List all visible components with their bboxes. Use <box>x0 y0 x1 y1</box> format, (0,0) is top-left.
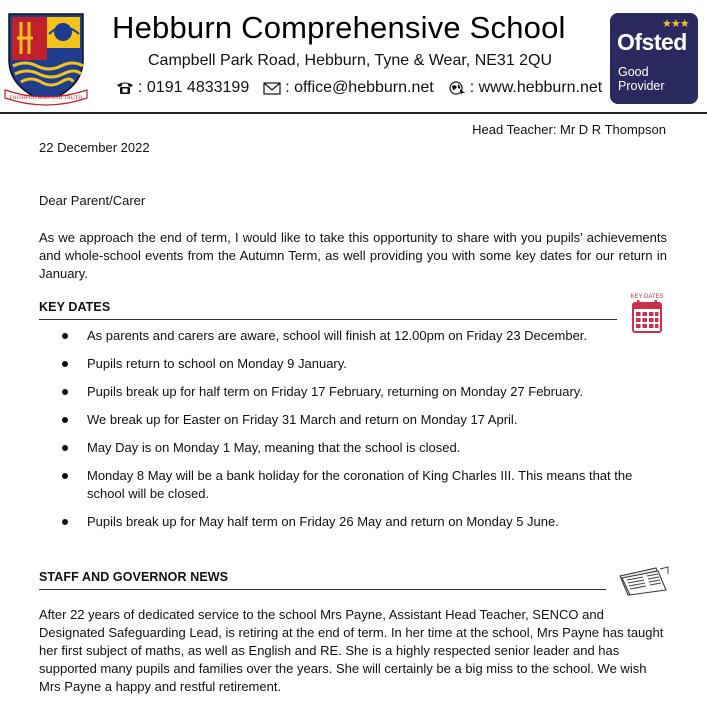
envelope-icon <box>263 81 281 95</box>
staff-news-heading: STAFF AND GOVERNOR NEWS <box>39 570 229 584</box>
telephone-icon <box>116 81 134 95</box>
key-date-text: Pupils break up for half term on Friday 17 February, returning on Monday 27 February. <box>87 384 583 399</box>
email-address[interactable]: : office@hebburn.net <box>285 79 434 96</box>
contact-line <box>116 79 616 97</box>
key-date-text: We break up for Easter on Friday 31 March and return on Monday 17 April. <box>87 412 518 427</box>
list-item <box>39 411 667 429</box>
bullet-icon <box>62 445 68 451</box>
staff-news-underline <box>39 589 606 590</box>
ofsted-rating-line1: Good <box>618 65 649 79</box>
letter-date: 22 December 2022 <box>39 140 150 155</box>
list-item <box>39 467 667 503</box>
website-url[interactable]: : www.hebburn.net <box>469 79 603 96</box>
globe-mouse-icon <box>448 81 466 95</box>
list-item <box>39 439 667 457</box>
ofsted-rating-line2: Provider <box>618 79 665 93</box>
calendar-icon-caption: KEY DATES <box>630 294 664 300</box>
letterhead-divider <box>0 112 707 114</box>
email-contact <box>263 79 434 97</box>
ofsted-badge <box>610 13 698 104</box>
bullet-icon <box>62 361 68 367</box>
key-date-text: Pupils return to school on Monday 9 January. <box>87 356 347 371</box>
key-dates-underline <box>39 319 617 320</box>
list-item <box>39 383 667 401</box>
bullet-icon <box>62 473 68 479</box>
school-crest-logo <box>3 8 89 106</box>
greeting: Dear Parent/Carer <box>39 193 146 208</box>
school-address: Campbell Park Road, Hebburn, Tyne & Wear, NE31 2QU <box>148 52 553 69</box>
phone-contact <box>116 79 249 97</box>
newspaper-icon <box>616 566 670 596</box>
website-contact <box>448 79 603 97</box>
bullet-icon <box>62 417 68 423</box>
phone-number[interactable]: : 0191 4833199 <box>138 79 250 96</box>
list-item <box>39 327 667 345</box>
key-date-text: Pupils break up for May half term on Friday 26 May and return on Monday 5 June. <box>87 514 559 529</box>
head-teacher: Head Teacher: Mr D R Thompson <box>472 122 666 137</box>
bullet-icon <box>62 333 68 339</box>
list-item <box>39 513 667 531</box>
crest-motto: FAITHFULNESS AND TRUTH <box>9 95 83 101</box>
key-date-text: Monday 8 May will be a bank holiday for the coronation of King Charles III. This means that the school will be closed. <box>87 468 633 501</box>
bullet-icon <box>62 519 68 525</box>
key-dates-list <box>39 327 667 541</box>
key-date-text: As parents and carers are aware, school will finish at 12.00pm on Friday 23 December. <box>87 328 588 343</box>
bullet-icon <box>62 389 68 395</box>
ofsted-stars-icon: ★★★ <box>662 18 689 30</box>
staff-news-paragraph: After 22 years of dedicated service to the school Mrs Payne, Assistant Head Teacher, SENCO and Designated Safeguarding Lead, is retiring at the end of term. In her time at the school, Mrs Payne has taught her first subject of maths, as well as English and RE. She is a highly respected senior leader and has supported many pupils and families over the years. She will certainly be a big miss to the school. We wish Mrs Payne a happy and restful retirement. <box>39 607 664 694</box>
intro-paragraph: As we approach the end of term, I would like to take this opportunity to share with you pupils’ achievements and whole-school events from the Autumn Term, as well providing you with some key dates for our return in January. <box>39 230 667 281</box>
key-dates-heading: KEY DATES <box>39 300 111 314</box>
ofsted-rating <box>618 65 694 93</box>
key-date-text: May Day is on Monday 1 May, meaning that the school is closed. <box>87 440 461 455</box>
school-name: Hebburn Comprehensive School <box>112 10 566 45</box>
ofsted-brand: Ofsted <box>617 29 687 55</box>
list-item <box>39 355 667 373</box>
